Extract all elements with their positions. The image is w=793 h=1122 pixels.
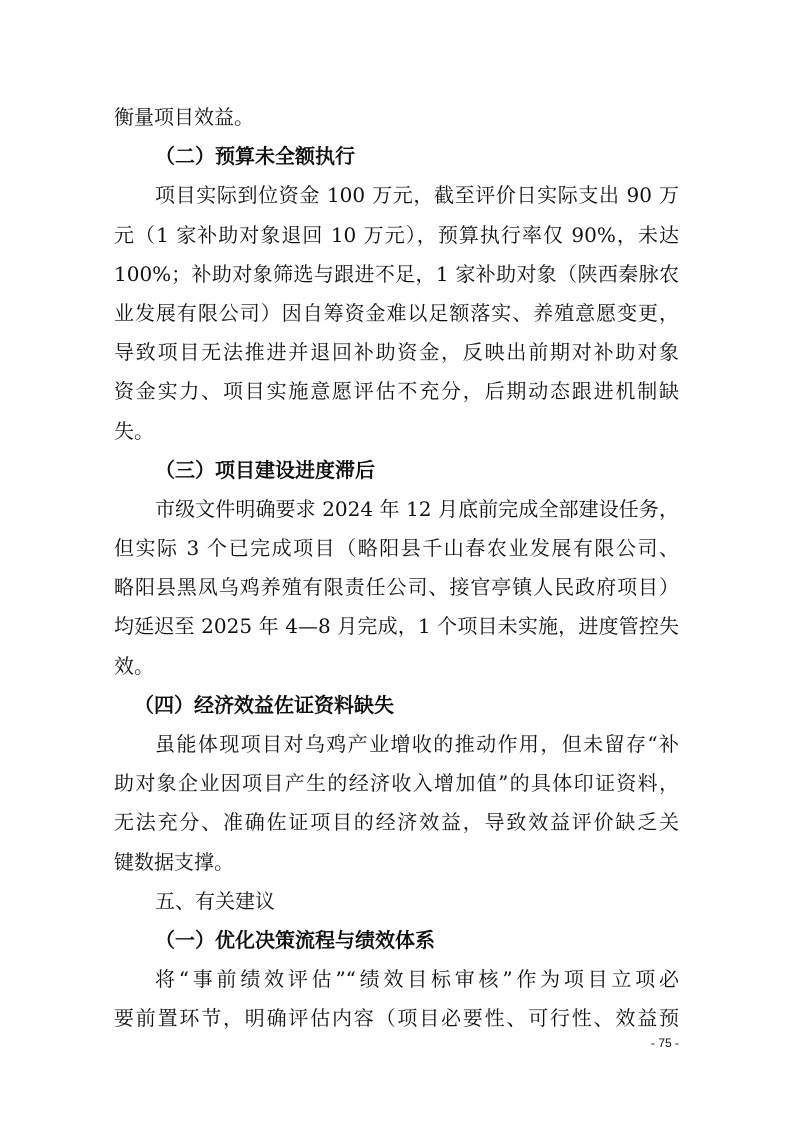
section-heading: （三）项目建设进度滞后 xyxy=(155,457,375,482)
text-line: 键数据支撑。 xyxy=(114,849,234,874)
text-line: 略阳县黑凤乌鸡养殖有限责任公司、接官亭镇人民政府项目） xyxy=(114,575,679,600)
text-line: 资金实力、项目实施意愿评估不充分，后期动态跟进机制缺 xyxy=(114,379,679,404)
text-line: 助对象企业因项目产生的经济收入增加值”的具体印证资料， xyxy=(114,771,679,796)
text-line: 但实际 3 个已完成项目（略阳县千山春农业发展有限公司、 xyxy=(114,536,679,561)
text-line: 100%；补助对象筛选与跟进不足，1 家补助对象（陕西秦脉农 xyxy=(114,261,679,286)
text-line: 元（1 家补助对象退回 10 万元），预算执行率仅 90%，未达 xyxy=(114,222,679,247)
page-number: - 75 - xyxy=(650,1036,679,1050)
text-line: 失。 xyxy=(114,418,154,443)
text-line: 要前置环节，明确评估内容（项目必要性、可行性、效益预 xyxy=(114,1006,679,1031)
text-line: 无法充分、准确佐证项目的经济效益，导致效益评价缺乏关 xyxy=(114,810,679,835)
text-line: 将“事前绩效评估”“绩效目标审核”作为项目立项必 xyxy=(155,967,679,992)
text-line: 项目实际到位资金 100 万元，截至评价日实际支出 90 万 xyxy=(155,183,679,208)
section-heading: （四）经济效益佐证资料缺失 xyxy=(134,692,394,717)
text-line: 衡量项目效益。 xyxy=(114,105,254,129)
section-heading: 五、有关建议 xyxy=(155,888,275,913)
document-body xyxy=(114,98,679,1039)
section-heading: （二）预算未全额执行 xyxy=(155,144,355,169)
text-line: 效。 xyxy=(114,653,154,678)
text-line: 业发展有限公司）因自筹资金难以足额落实、养殖意愿变更， xyxy=(114,300,679,325)
text-line: 虽能体现项目对乌鸡产业增收的推动作用，但未留存“补 xyxy=(155,732,679,756)
section-heading: （一）优化决策流程与绩效体系 xyxy=(155,927,435,952)
text-line: 导致项目无法推进并退回补助资金，反映出前期对补助对象 xyxy=(114,340,679,365)
text-line: 均延迟至 2025 年 4—8 月完成，1 个项目未实施，进度管控失 xyxy=(114,614,679,639)
text-line: 市级文件明确要求 2024 年 12 月底前完成全部建设任务， xyxy=(155,496,679,521)
